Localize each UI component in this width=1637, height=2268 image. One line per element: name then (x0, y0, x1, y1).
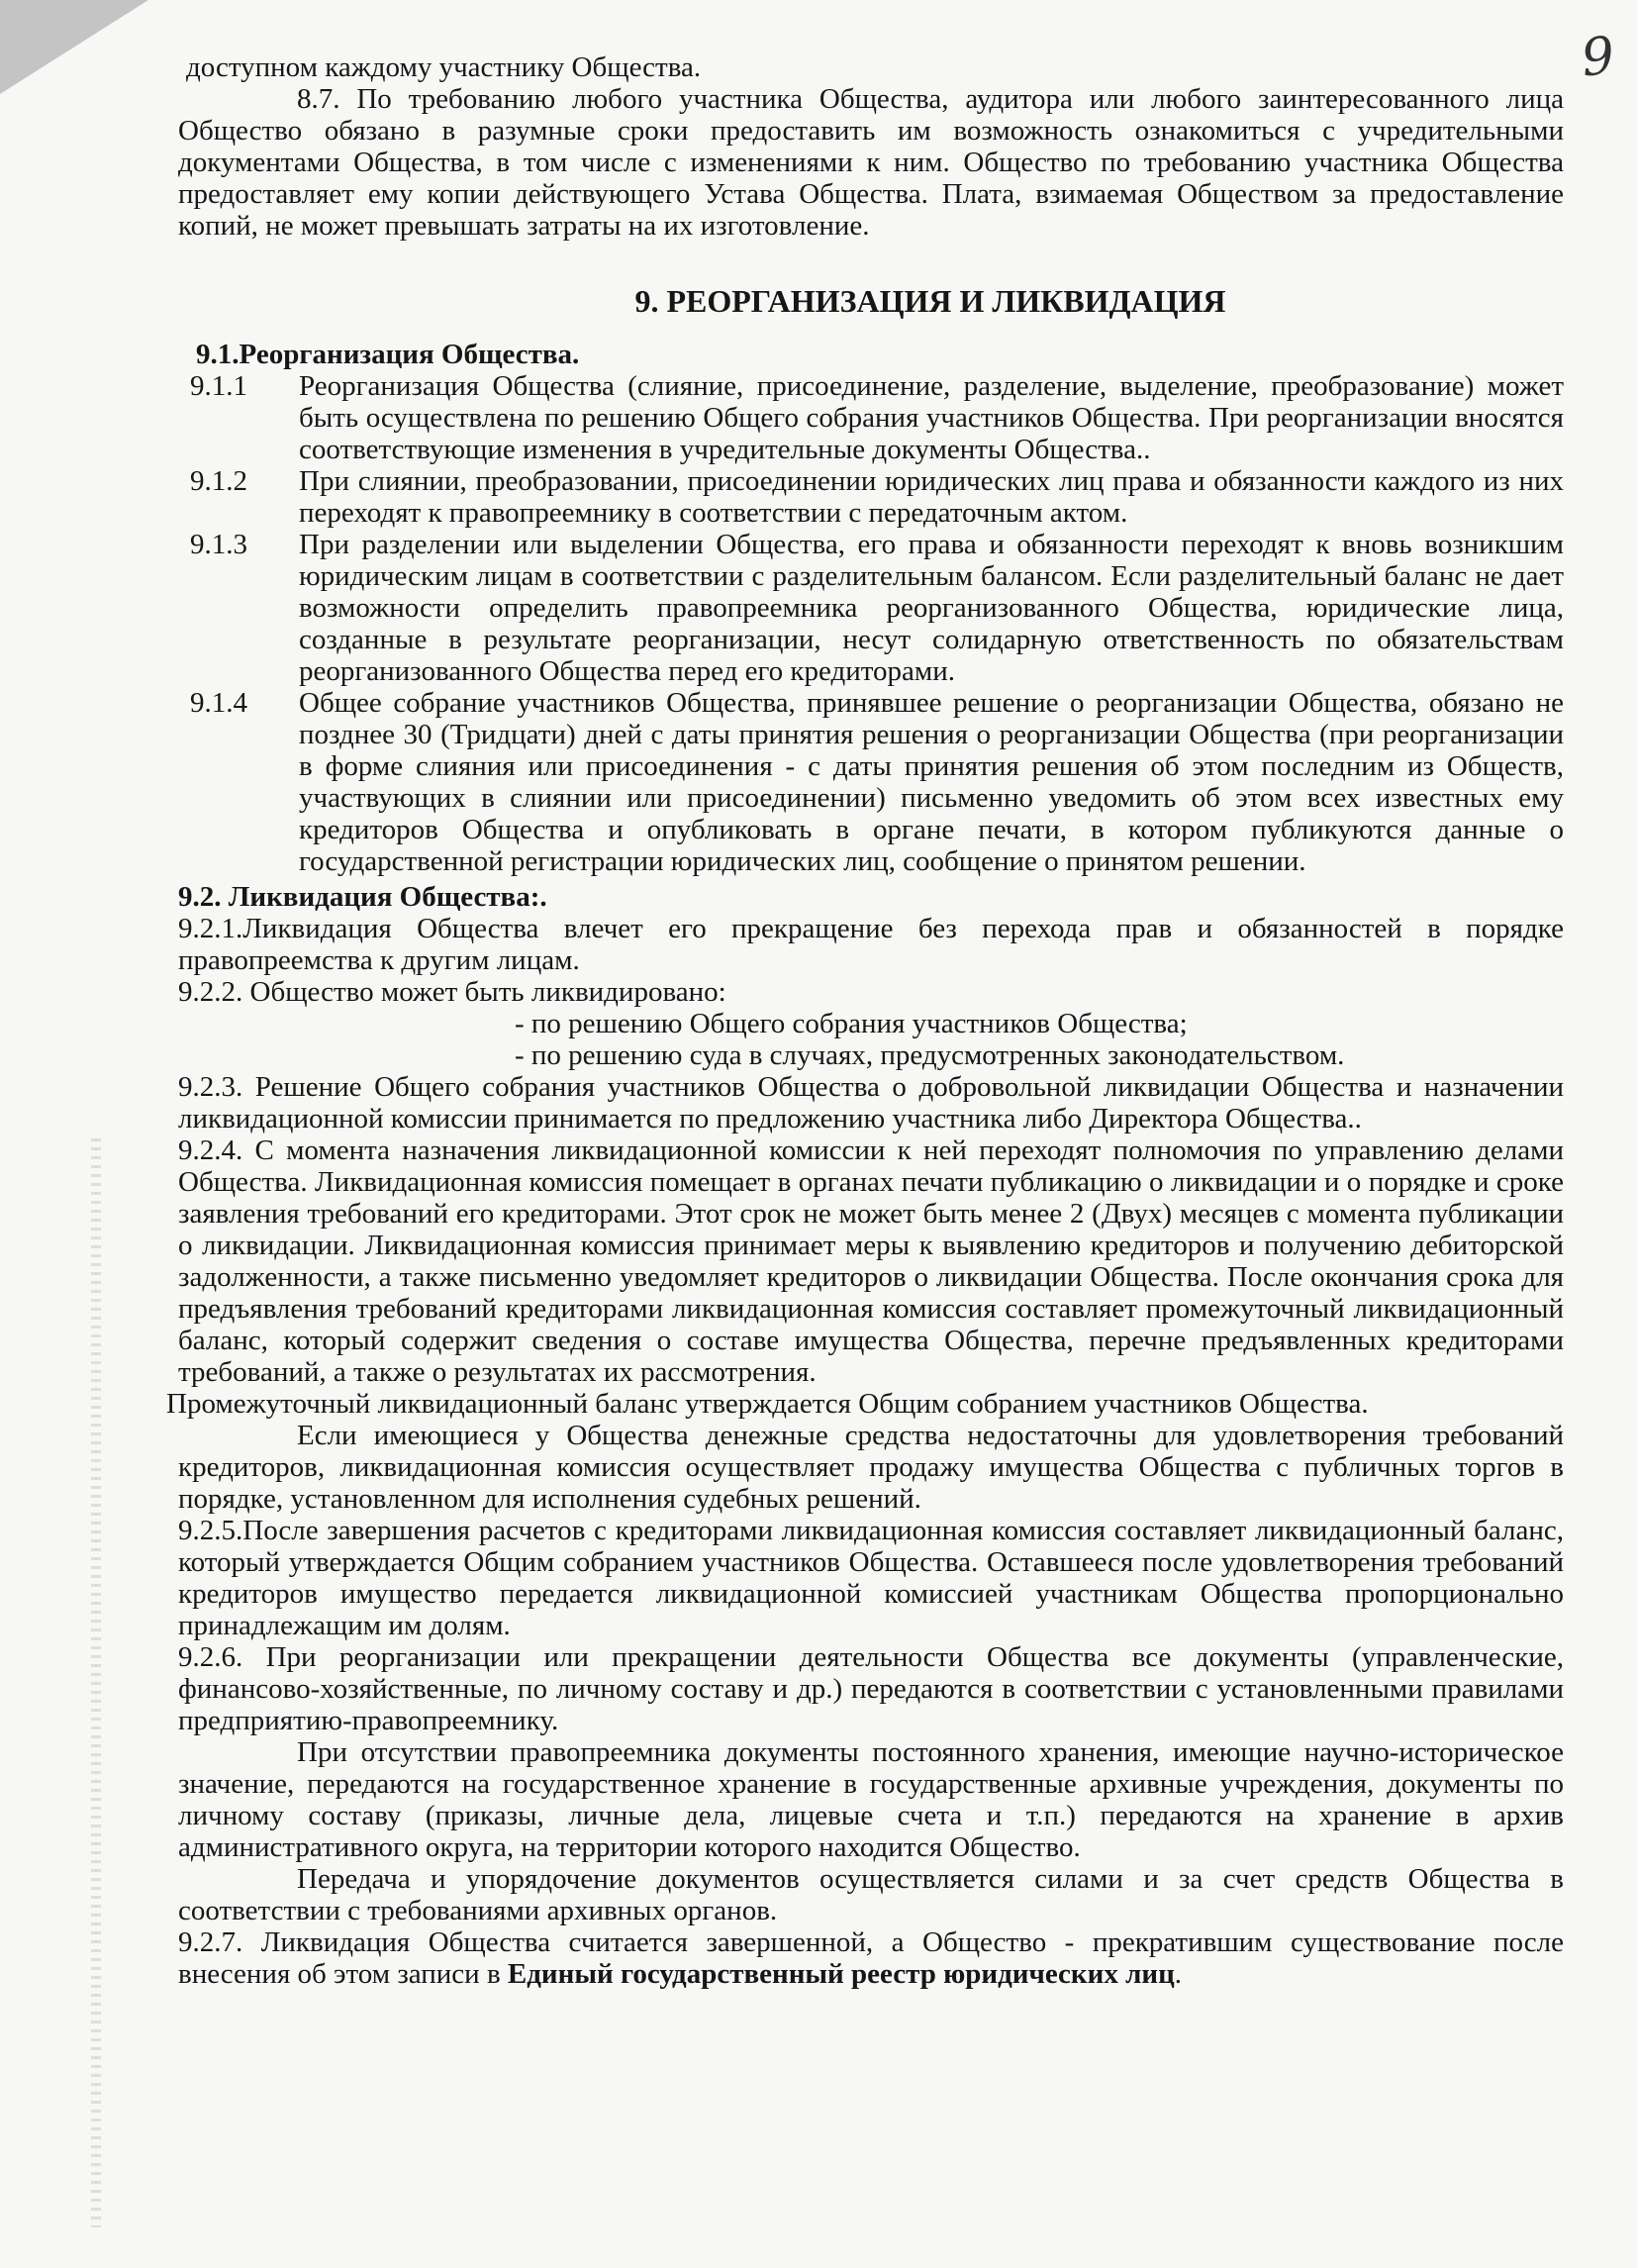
page-corner-fold (0, 0, 148, 94)
clause-9-1-2 (178, 465, 1564, 529)
bullet-item: - по решению Общего собрания участников Общества; (515, 1008, 1188, 1039)
staple-edge-marks (91, 1138, 101, 2227)
document-body (166, 51, 1564, 1990)
clause-text: При разделении или выделении Общества, его права и обязанности переходят к вновь возникшим юридическим лицам в соответствии с разделительным балансом. Если разделительный баланс не дает возможности определить правопреемника реорганизованного Общества, юридические лица, созданные в результате реорганизации, несут солидарную ответственность по обязательствам реорганизованного Общества перед его кредиторами. (299, 529, 1564, 687)
paragraph-9-2-6-transfer: Передача и упорядочение документов осуществляется силами и за счет средств Общества в соответствии с требованиями архивных органов. (178, 1863, 1564, 1926)
paragraph-9-2-4: 9.2.4. С момента назначения ликвидационной комиссии к ней переходят полномочия по управлению делами Общества. Ликвидационная комиссия помещает в органах печати публикацию о ликвидации и о порядке и сроке заявления требований его кредиторами. Этот срок не может быть менее 2 (Двух) месяцев с момента публикации о ликвидации. Ликвидационная комиссия принимает меры к выявлению кредиторов и получению дебиторской задолженности, а также письменно уведомляет кредиторов о ликвидации Общества. После окончания срока для предъявления требований кредиторами ликвидационная комиссия составляет промежуточный ликвидационный баланс, который содержит сведения о составе имущества Общества, перечне предъявленных кредиторами требований, а также о результатах их рассмотрения. (178, 1134, 1564, 1388)
paragraph-end: . (1174, 1958, 1183, 1990)
clause-number: 9.1.4 (190, 687, 247, 719)
paragraph-9-2-4-interim-balance: Промежуточный ликвидационный баланс утверждается Общим собранием участников Общества. (166, 1388, 1369, 1420)
clause-number: 9.1.1 (190, 370, 247, 402)
paragraph-text: 9.2.7. Ликвидация Общества считается завершенной, а Общество - прекратившим существование после внесения об этом записи в (178, 1926, 1564, 1990)
clause-text: Общее собрание участников Общества, принявшее решение о реорганизации Общества, обязано не позднее 30 (Тридцати) дней с даты принятия решения о реорганизации Общества (при реорганизации в форме слияния или присоединения - с даты принятия решения об этом последним из Обществ, участвующих в слиянии или присоединении) письменно уведомить об этом всех известных ему кредиторов Общества и опубликовать в органе печати, в котором публикуются данные о государственной регистрации юридических лиц, сообщение о принятом решении. (299, 687, 1564, 877)
page-number: 9 (1578, 26, 1618, 89)
paragraph-9-2-1: 9.2.1.Ликвидация Общества влечет его прекращение без перехода прав и обязанностей в порядке правопреемства к другим лицам. (178, 913, 1564, 976)
subsection-9-2-title: 9.2. Ликвидация Общества:. (178, 881, 547, 913)
subsection-9-1-title: 9.1.Реорганизация Общества. (196, 339, 580, 370)
clause-text: При слиянии, преобразовании, присоединении юридических лиц права и обязанности каждого из них переходят к правопреемнику в соответствии с передаточным актом. (299, 465, 1564, 529)
clause-number: 9.1.2 (190, 465, 247, 497)
paragraph-9-2-5: 9.2.5.После завершения расчетов с кредиторами ликвидационная комиссия составляет ликвидационный баланс, который утверждается Общим собранием участников Общества. Оставшееся после удовлетворения требований кредиторов имущество передается ликвидационной комиссией участникам Общества пропорционально принадлежащим им долям. (178, 1515, 1564, 1641)
paragraph-9-2-6: 9.2.6. При реорганизации или прекращении деятельности Общества все документы (управленческие, финансово-хозяйственные, по личному составу и др.) передаются в соответствии с установленными правилами предприятию-правопреемнику. (178, 1641, 1564, 1736)
clause-number: 9.1.3 (190, 529, 247, 560)
registry-name: Единый государственный реестр юридических лиц (507, 1958, 1175, 1990)
section-heading: 9. РЕОРГАНИЗАЦИЯ И ЛИКВИДАЦИЯ (634, 283, 1226, 319)
intro-line: доступном каждому участнику Общества. (186, 51, 702, 83)
paragraph-9-2-6-archive: При отсутствии правопреемника документы постоянного хранения, имеющие научно-историческое значение, передаются на государственное хранение в государственные архивные учреждения, документы по личному составу (приказы, личные дела, лицевые счета и т.п.) передаются на хранение в архив административного округа, на территории которого находится Общество. (178, 1736, 1564, 1863)
paragraph-9-2-2: 9.2.2. Общество может быть ликвидировано: (178, 976, 726, 1008)
clause-9-1-1 (178, 370, 1564, 465)
clause-text: Реорганизация Общества (слияние, присоединение, разделение, выделение, преобразование) может быть осуществлена по решению Общего собрания участников Общества. При реорганизации вносятся соответствующие изменения в учредительные документы Общества.. (299, 370, 1564, 465)
paragraph-8-7: 8.7. По требованию любого участника Общества, аудитора или любого заинтересованного лица Общество обязано в разумные сроки предоставить им возможность ознакомиться с учредительными документами Общества, в том числе с изменениями к ним. Общество по требованию участника Общества предоставляет ему копии действующего Устава Общества. Плата, взимаемая Обществом за предоставление копий, не может превышать затраты на их изготовление. (178, 83, 1564, 242)
paragraph-9-2-3: 9.2.3. Решение Общего собрания участников Общества о добровольной ликвидации Общества и назначении ликвидационной комиссии принимается по предложению участника либо Директора Общества.. (178, 1071, 1564, 1134)
paragraph-9-2-4-sale: Если имеющиеся у Общества денежные средства недостаточны для удовлетворения требований кредиторов, ликвидационная комиссия осуществляет продажу имущества Общества с публичных торгов в порядке, установленном для исполнения судебных решений. (178, 1420, 1564, 1515)
bullet-item: - по решению суда в случаях, предусмотренных законодательством. (515, 1039, 1345, 1071)
clause-9-1-3 (178, 529, 1564, 687)
clause-9-1-4 (178, 687, 1564, 877)
paragraph-9-2-7 (178, 1926, 1564, 1990)
